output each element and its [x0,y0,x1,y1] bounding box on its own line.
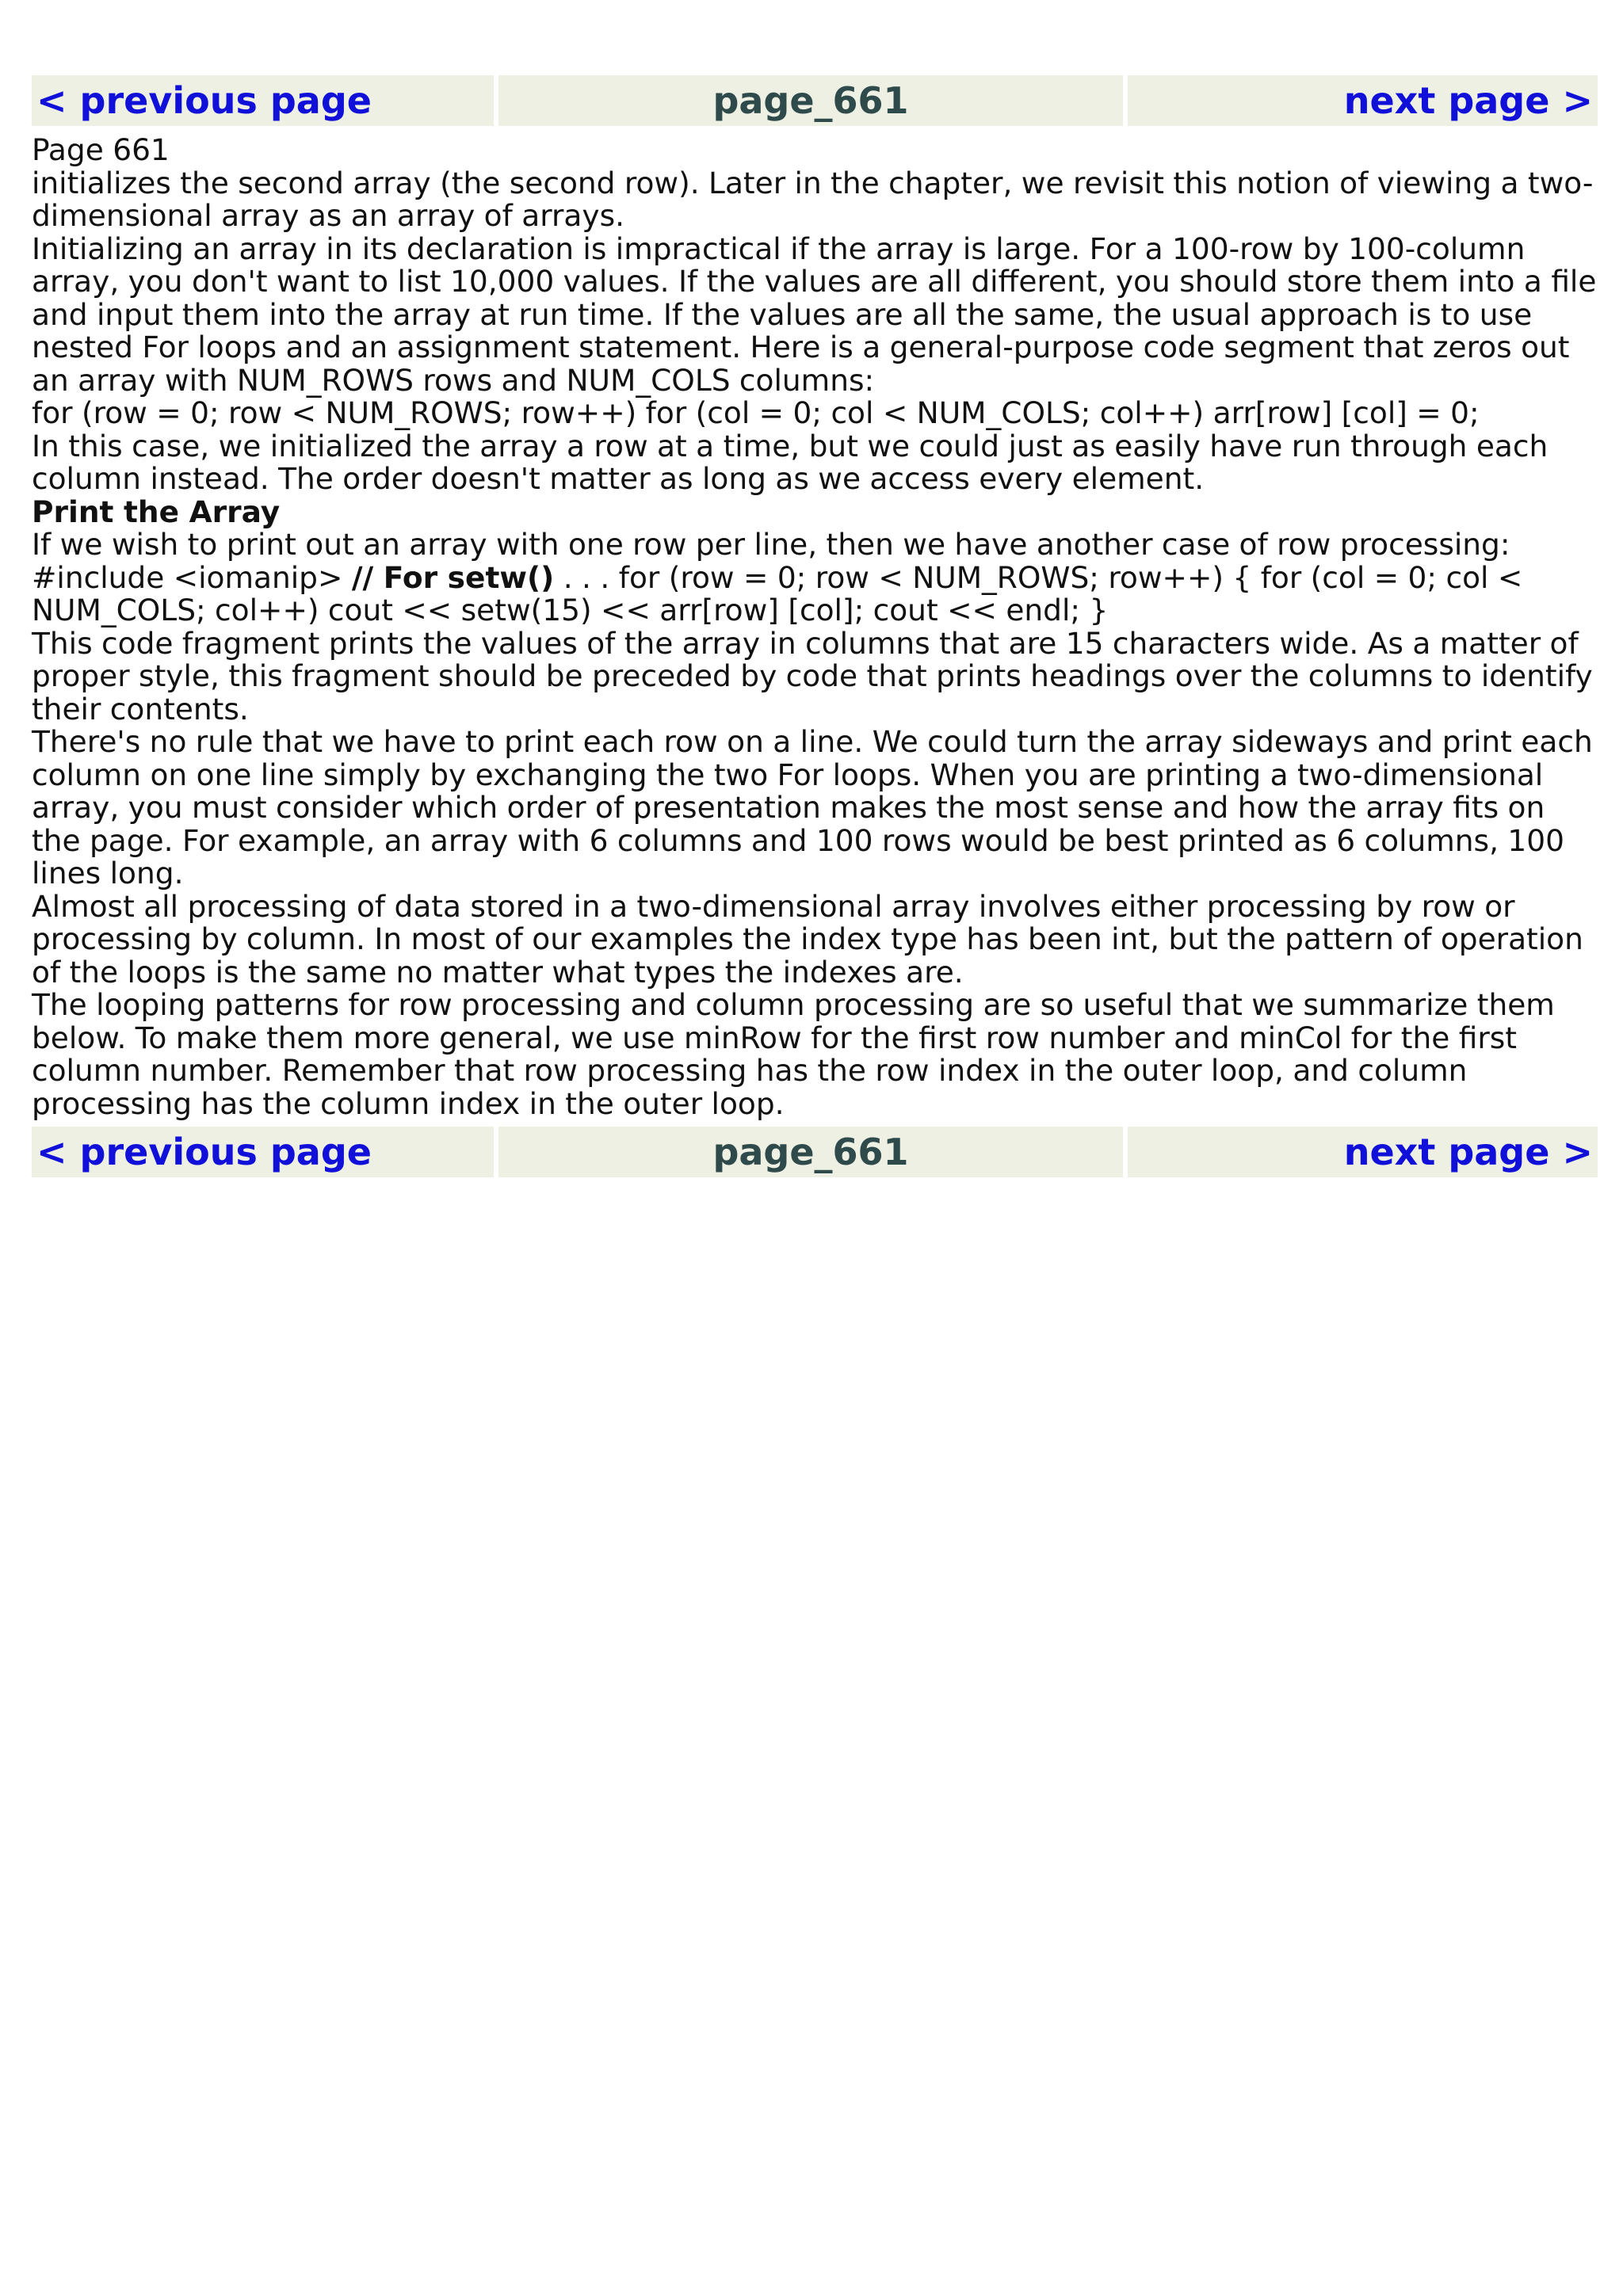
code-print-array [32,559,1598,627]
code-loop: . . . for (row = 0; row < NUM_ROWS; row++) { for (col = 0; col < NUM_COLS; col++) cout << setw(15) << arr[row] [col]; cout << endl; } [32,559,1523,627]
next-page-link[interactable]: next page > [1128,1127,1598,1177]
page-number-text: Page 661 [32,132,170,167]
document-page [32,75,1598,1177]
code-include: #include <iomanip> [32,559,352,595]
paragraph-1: initializes the second array (the second row). Later in the chapter, we revisit this notion of viewing a two-dimensional array as an array of arrays. [32,165,1594,233]
paragraph-5: This code fragment prints the values of the array in columns that are 15 characters wide. As a matter of proper style, this fragment should be preceded by code that prints headings over the columns to identify their contents. [32,625,1593,727]
paragraph-4: If we wish to print out an array with one row per line, then we have another case of row processing: [32,527,1510,562]
next-page-link[interactable]: next page > [1128,75,1598,126]
previous-page-link[interactable]: < previous page [32,1127,494,1177]
section-heading: Print the Array [32,494,281,529]
bottom-navigation-bar [32,1127,1598,1177]
paragraph-8: The looping patterns for row processing and column processing are so useful that we summarize them below. To make them more general, we use minRow for the first row number and minCol for the first column number. Remember that row processing has the row index in the outer loop, and column processing has the column index in the outer loop. [32,987,1555,1121]
code-zero-array: for (row = 0; row < NUM_ROWS; row++) for (col = 0; col < NUM_COLS; col++) arr[row] [col] = 0; [32,395,1480,430]
code-comment: // For setw() [351,559,555,595]
page-content [32,126,1598,1127]
paragraph-3: In this case, we initialized the array a row at a time, but we could just as easily have run through each column instead. The order doesn't matter as long as we access every element. [32,428,1549,496]
paragraph-2: Initializing an array in its declaration is impractical if the array is large. For a 100-row by 100-column array, you don't want to list 10,000 values. If the values are all different, you should store them into a file and input them into the array at run time. If the values are all the same, the usual approach is to use nested For loops and an assignment statement. Here is a general-purpose code segment that zeros out an array with NUM_ROWS rows and NUM_COLS columns: [32,231,1597,398]
page-label: page_661 [498,1127,1123,1177]
page-label: page_661 [498,75,1123,126]
paragraph-6: There's no rule that we have to print each row on a line. We could turn the array sideways and print each column on one line simply by exchanging the two For loops. When you are printing a two-dimensional array, you must consider which order of presentation makes the most sense and how the array fits on the page. For example, an array with 6 columns and 100 rows would be best printed as 6 columns, 100 lines long. [32,724,1593,891]
paragraph-7: Almost all processing of data stored in a two-dimensional array involves either processing by row or processing by column. In most of our examples the index type has been int, but the pattern of operation of the loops is the same no matter what types the indexes are. [32,888,1583,990]
top-navigation-bar [32,75,1598,126]
previous-page-link[interactable]: < previous page [32,75,494,126]
